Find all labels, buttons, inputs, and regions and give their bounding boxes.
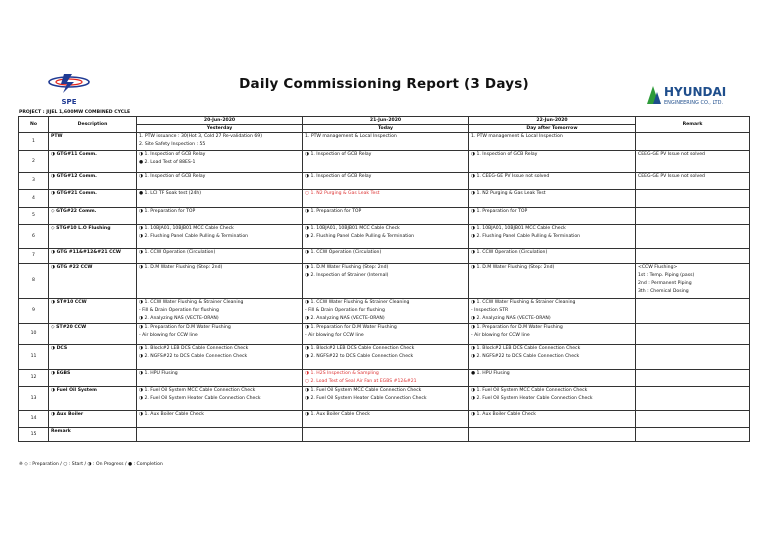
activity-item: ◑ 1. Preparation for D.M Water Flushing [305,325,397,330]
activity-item: - Air blowing for CCW line [305,333,364,338]
day-cell-d1 [137,387,303,411]
row-number: 7 [19,249,49,264]
day-cell-d1 [137,133,303,151]
activity-item: ● 1. HPU Flusing [471,371,510,376]
activity-item: ◑ 1. CCW Water Flushing & Strainer Cleaning [305,300,410,305]
header-day2-date: 21-Jun-2020 [303,117,469,125]
remark-cell [636,208,750,225]
activity-item: ◑ 1. 10BJA01, 10BJB01 MCC Cable Check [305,226,400,231]
row-description: ◑ Aux Boiler [49,411,137,428]
activity-item: ○ 2. Load Test of Seal Air Fan at EGBS #12&#21 [305,379,417,384]
day-cell-d3 [469,151,636,173]
activity-item: ◑ 1. CCW Water Flushing & Strainer Cleaning [471,300,576,305]
day-cell-d3 [469,264,636,299]
day-cell-d2 [303,411,469,428]
spe-logo-text: SPE [61,98,77,106]
table-row [19,387,750,411]
activity-item: ◑ 1. Inspection of GCB Relay [139,152,206,157]
day-cell-d2 [303,133,469,151]
table-row [19,324,750,345]
day-cell-d2 [303,370,469,387]
remark-cell [636,299,750,324]
day-cell-d1 [137,299,303,324]
day-cell-d3 [469,387,636,411]
day-cell-d1 [137,264,303,299]
day-cell-d3 [469,208,636,225]
day-cell-d3 [469,299,636,324]
hyundai-logo [645,80,745,108]
row-description: ◑ EGBS [49,370,137,387]
activity-item: CEEG-GE PV Issue not solved [638,152,705,157]
activity-item: ◑ 1. H2S Inspection & Sampling [305,371,379,376]
table-row [19,428,750,442]
activity-item: ● 1. LCI TF Soak test (24h) [139,191,202,196]
day-cell-d3 [469,225,636,249]
activity-item: ◑ 1. D.M Water Flushing (Step: 2nd) [139,265,223,270]
activity-item: ◑ 2. Analyzing NAS (VECTE-ORAN) [139,316,219,321]
activity-item: ◑ 1. CCW Operation (Circulation) [305,250,382,255]
row-description: PTW [49,133,137,151]
day-cell-d2 [303,428,469,442]
day-cell-d2 [303,324,469,345]
hyundai-logo-icon [645,80,745,108]
activity-item: 2. Site Safety Inspection : 55 [139,142,206,147]
activity-item: ◑ 1. Preparation for TOP [139,209,196,214]
activity-item: ◑ 2. NGFS#22 to DCS Cable Connection Check [471,354,580,359]
activity-item: 1. PTW management & Local Inspection [471,134,563,139]
activity-item: 1st : Temp. Piping (pass) [638,273,695,278]
day-cell-d2 [303,173,469,190]
header-day1-date: 20-Jun-2020 [137,117,303,125]
activity-item: ◑ 2. Fuel Oil System Heater Cable Connection Check [139,396,261,401]
remark-cell [636,370,750,387]
activity-item: ◑ 1. D.M Water Flushing (Step: 2nd) [471,265,555,270]
day-cell-d1 [137,190,303,208]
remark-cell [636,249,750,264]
remark-cell [636,225,750,249]
day-cell-d1 [137,249,303,264]
activity-item: ◑ 1. Inspection of GCB Relay [305,152,372,157]
remark-cell [636,428,750,442]
row-number: 5 [19,208,49,225]
activity-item: - Fill & Drain Operation for flushing [305,308,385,313]
activity-item: ◑ 1. Preparation for D.M Water Flushing [139,325,231,330]
day-cell-d1 [137,428,303,442]
table-row [19,133,750,151]
row-description: ◑ GTG #11&#12&#21 CCW [49,249,137,264]
row-number: 11 [19,345,49,370]
activity-item: ◑ 1. Aux Boiler Cable Check [139,412,204,417]
activity-item: 1. PTW management & Local Inspection [305,134,397,139]
activity-item: ● 2. Load Test of 88ES-1 [139,160,196,165]
day-cell-d1 [137,208,303,225]
activity-item: 3th : Chemical Dosing [638,289,689,294]
day-cell-d3 [469,133,636,151]
activity-item: ◑ 1. Preparation for TOP [305,209,362,214]
activity-item: ◑ 1. CEEG-GE PV Issue not solved [471,174,550,179]
row-number: 9 [19,299,49,324]
row-number: 6 [19,225,49,249]
activity-item: ◑ 1. HPU Flusing [139,371,178,376]
row-number: 1 [19,133,49,151]
day-cell-d3 [469,324,636,345]
day-cell-d1 [137,411,303,428]
legend-footnote: ※ ◇ : Preparation / ○ : Start / ◑ : On Progress / ● : Completion [19,462,163,467]
remark-cell [636,173,750,190]
activity-item: ◑ 1. Inspection of GCB Relay [139,174,206,179]
day-cell-d1 [137,324,303,345]
hyundai-sub: ENGINEERING CO., LTD. [664,100,724,106]
table-row [19,208,750,225]
header-day3-label: Day after Tomorrow [469,125,636,133]
activity-item: ◑ 2. NGFS#22 to DCS Cable Connection Check [139,354,248,359]
table-row [19,190,750,208]
activity-item: ◑ 1. Block#2 LEB DCS Cable Connection Check [139,346,249,351]
activity-item: ◑ 1. Inspection of GCB Relay [471,152,538,157]
remark-cell [636,345,750,370]
day-cell-d3 [469,173,636,190]
activity-item: ◑ 2. Flushing Panel Cable Pulling & Termination [139,234,249,239]
day-cell-d2 [303,249,469,264]
row-description: ◇ ST#20 CCW [49,324,137,345]
remark-cell [636,264,750,299]
row-description: ◑ GTG #22 CCW [49,264,137,299]
activity-item: ◑ 2. NGFS#22 to DCS Cable Connection Check [305,354,414,359]
day-cell-d2 [303,345,469,370]
row-description: ◑ GTG#11 Comm. [49,151,137,173]
activity-item: ◑ 1. D.M Water Flushing (Step: 2nd) [305,265,389,270]
activity-item: ◑ 1. CCW Operation (Circulation) [139,250,216,255]
day-cell-d2 [303,151,469,173]
activity-item: ◑ 1. Aux Boiler Cable Check [471,412,536,417]
activity-item: <CCW Flushing> [638,265,678,270]
project-label: PROJECT : JIJEL 1,600MW COMBINED CYCLE [19,110,131,115]
activity-item: ◑ 2. Inspection of Strainer (Internal) [305,273,389,278]
activity-item: 2nd : Permanent Piping [638,281,692,286]
header-description: Description [49,117,137,133]
table-row [19,345,750,370]
day-cell-d1 [137,151,303,173]
day-cell-d1 [137,225,303,249]
day-cell-d3 [469,370,636,387]
day-cell-d1 [137,173,303,190]
day-cell-d3 [469,411,636,428]
row-description: ◑ ST#10 CCW [49,299,137,324]
remark-cell [636,133,750,151]
row-description: Remark [49,428,137,442]
activity-item: ◑ 1. N2 Purging & Gas Leak Test [471,191,546,196]
activity-item: ◑ 1. Inspection of GCB Relay [305,174,372,179]
row-number: 8 [19,264,49,299]
day-cell-d3 [469,249,636,264]
activity-item: ◑ 1. Block#2 LEB DCS Cable Connection Check [471,346,581,351]
day-cell-d2 [303,264,469,299]
hyundai-name: HYUNDAI [664,85,727,99]
remark-cell [636,190,750,208]
table-row [19,249,750,264]
report-title: Daily Commissioning Report (3 Days) [239,76,529,92]
activity-item: - Air blowing for CCW line [471,333,530,338]
day-cell-d2 [303,225,469,249]
row-number: 4 [19,190,49,208]
table-row [19,173,750,190]
activity-item: ◑ 1. 10BJA01, 10BJB01 MCC Cable Check [471,226,566,231]
day-cell-d1 [137,345,303,370]
table-row [19,151,750,173]
activity-item: 1. PTW issuance : 30(Hot 3, Cold 27 Re-validation 69) [139,134,262,139]
row-description: ◑ GTG#21 Comm. [49,190,137,208]
activity-item: ◑ 1. CCW Operation (Circulation) [471,250,548,255]
header-no: No [19,117,49,133]
day-cell-d3 [469,190,636,208]
activity-item: ◑ 2. Fuel Oil System Heater Cable Connection Check [305,396,427,401]
row-description: ◑ Fuel Oil System [49,387,137,411]
activity-item: ◑ 1. Fuel Oil System MCC Cable Connection Check [305,388,422,393]
remark-cell [636,324,750,345]
day-cell-d2 [303,387,469,411]
row-description: ◇ GTG#22 Comm. [49,208,137,225]
header-day2-label: Today [303,125,469,133]
activity-item: ◑ 1. Fuel Oil System MCC Cable Connection Check [471,388,588,393]
day-cell-d2 [303,299,469,324]
row-number: 15 [19,428,49,442]
row-number: 10 [19,324,49,345]
row-number: 12 [19,370,49,387]
activity-item: ◑ 1. Fuel Oil System MCC Cable Connection Check [139,388,256,393]
row-description: ◑ GTG#12 Comm. [49,173,137,190]
remark-cell [636,151,750,173]
table-row [19,370,750,387]
row-number: 3 [19,173,49,190]
activity-item: ◑ 2. Analyzing NAS (VECTE-ORAN) [305,316,385,321]
row-description: ◇ STG#10 L.O Flushing [49,225,137,249]
activity-item: ◑ 1. 10BJA01, 10BJB01 MCC Cable Check [139,226,234,231]
day-cell-d3 [469,428,636,442]
day-cell-d1 [137,370,303,387]
table-row [19,299,750,324]
activity-item: ◑ 2. Flushing Panel Cable Pulling & Termination [305,234,415,239]
activity-item: ◑ 2. Flushing Panel Cable Pulling & Termination [471,234,581,239]
activity-item: ◑ 1. Preparation for TOP [471,209,528,214]
row-description: ◑ DCS [49,345,137,370]
day-cell-d3 [469,345,636,370]
row-number: 14 [19,411,49,428]
activity-item: - Air blowing for CCW line [139,333,198,338]
table-row [19,225,750,249]
activity-item: CEEG-GE PV Issue not solved [638,174,705,179]
table-row [19,264,750,299]
activity-item: - Fill & Drain Operation for flushing [139,308,219,313]
remark-cell [636,411,750,428]
activity-item: ◑ 2. Fuel Oil System Heater Cable Connection Check [471,396,593,401]
header-day1-label: Yesterday [137,125,303,133]
activity-item: ◑ 1. Aux Boiler Cable Check [305,412,370,417]
day-cell-d2 [303,190,469,208]
row-number: 13 [19,387,49,411]
table-row [19,411,750,428]
activity-item: ◑ 1. CCW Water Flushing & Strainer Cleaning [139,300,244,305]
header-day3-date: 22-Jun-2020 [469,117,636,125]
day-cell-d2 [303,208,469,225]
header-remark: Remark [636,117,750,133]
activity-item: ◑ 2. Analyzing NAS (VECTE-ORAN) [471,316,551,321]
activity-item: ◑ 1. Block#2 LEB DCS Cable Connection Check [305,346,415,351]
activity-item: - Inspection STR [471,308,509,313]
row-number: 2 [19,151,49,173]
activity-item: ◑ 1. Preparation for D.M Water Flushing [471,325,563,330]
activity-item: ○ 1. N2 Purging & Gas Leak Test [305,191,380,196]
remark-cell [636,387,750,411]
commissioning-table [18,116,750,442]
